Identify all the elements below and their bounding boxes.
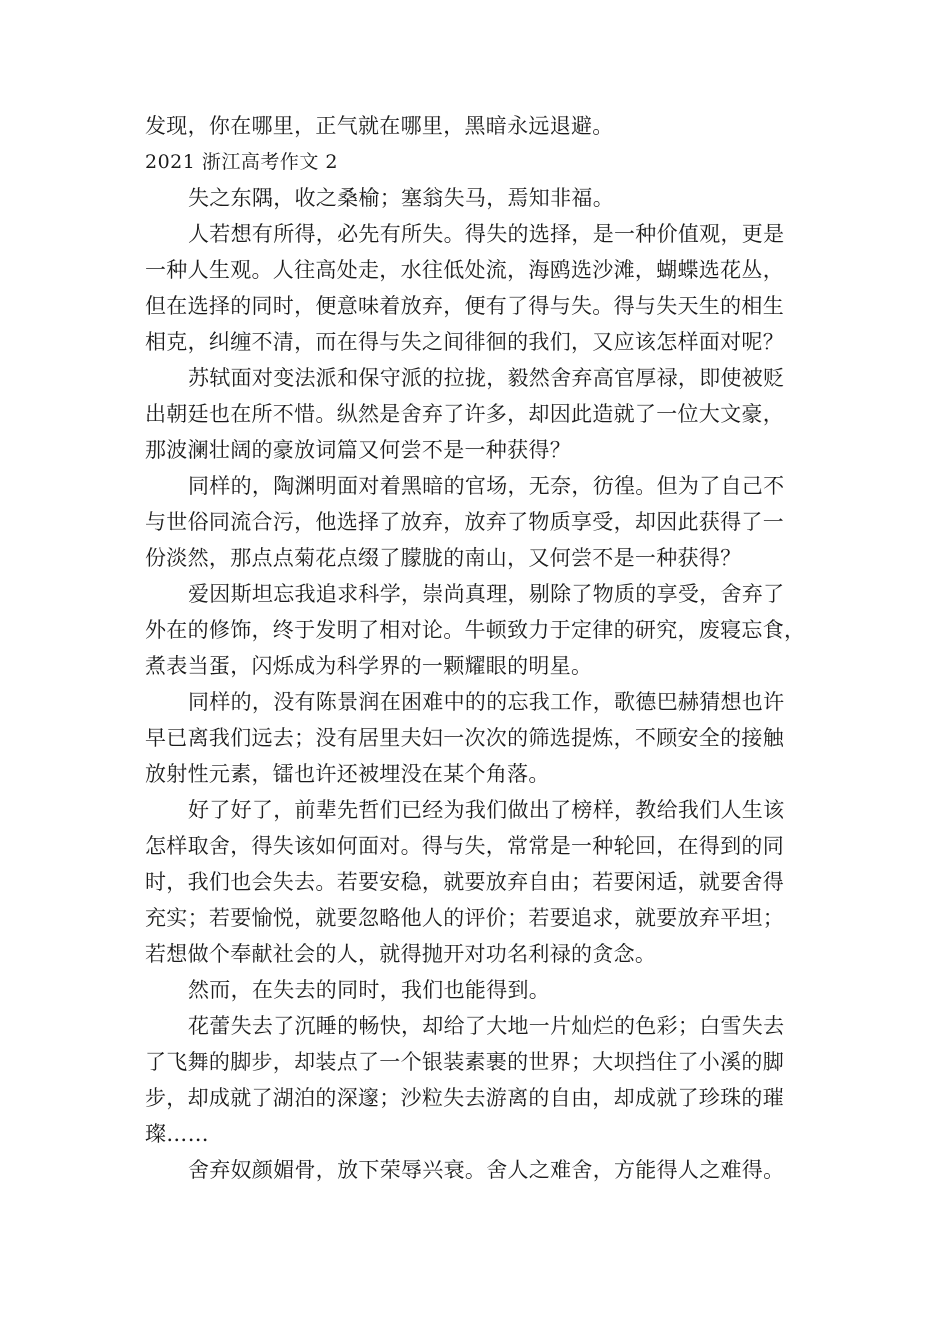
text-line: 好了好了，前辈先哲们已经为我们做出了榜样，教给我们人生该 <box>188 798 785 822</box>
text-line: 时，我们也会失去。若要安稳，就要放弃自由；若要闲适，就要舍得 <box>145 870 784 894</box>
text-line: 若想做个奉献社会的人，就得抛开对功名利禄的贪念。 <box>145 942 657 966</box>
text-line: 外在的修饰，终于发明了相对论。牛顿致力于定律的研究，废寝忘食， <box>145 618 806 642</box>
text-line: 然而，在失去的同时，我们也能得到。 <box>188 978 551 1002</box>
text-line: 舍弃奴颜媚骨，放下荣辱兴衰。舍人之难舍，方能得人之难得。 <box>188 1158 785 1182</box>
text-line: 相克，纠缠不清，而在得与失之间徘徊的我们，又应该怎样面对呢？ <box>145 330 784 354</box>
text-line: 同样的，陶渊明面对着黑暗的官场，无奈，彷徨。但为了自己不 <box>188 474 785 498</box>
text-line: 与世俗同流合污，他选择了放弃，放弃了物质享受，却因此获得了一 <box>145 510 784 534</box>
document-page <box>145 108 805 1188</box>
text-line: 份淡然，那点点菊花点缀了朦胧的南山，又何尝不是一种获得？ <box>145 546 742 570</box>
text-line: 步，却成就了湖泊的深邃；沙粒失去游离的自由，却成就了珍珠的璀 <box>145 1086 784 1110</box>
text-line: 但在选择的同时，便意味着放弃，便有了得与失。得与失天生的相生 <box>145 294 784 318</box>
text-line: 怎样取舍，得失该如何面对。得与失，常常是一种轮回，在得到的同 <box>145 834 784 858</box>
section-heading: 2021 浙江高考作文 2 <box>145 151 339 173</box>
text-line: 早已离我们远去；没有居里夫妇一次次的筛选提炼，不顾安全的接触 <box>145 726 784 750</box>
text-line: 出朝廷也在所不惜。纵然是舍弃了许多，却因此造就了一位大文豪， <box>145 402 784 426</box>
text-line: 花蕾失去了沉睡的畅快，却给了大地一片灿烂的色彩；白雪失去 <box>188 1014 785 1038</box>
text-line: 人若想有所得，必先有所失。得失的选择，是一种价值观，更是 <box>188 222 785 246</box>
text-line: 同样的，没有陈景润在困难中的的忘我工作，歌德巴赫猜想也许 <box>188 690 785 714</box>
text-line: 煮表当蛋，闪烁成为科学界的一颗耀眼的明星。 <box>145 654 593 678</box>
text-line: 爱因斯坦忘我追求科学，崇尚真理，剔除了物质的享受，舍弃了 <box>188 582 785 606</box>
text-line: 那波澜壮阔的豪放词篇又何尝不是一种获得？ <box>145 438 571 462</box>
text-line: 充实；若要愉悦，就要忽略他人的评价；若要追求，就要放弃平坦； <box>145 906 784 930</box>
text-line: 了飞舞的脚步，却装点了一个银装素裹的世界；大坝挡住了小溪的脚 <box>145 1050 784 1074</box>
text-line: 放射性元素，镭也许还被埋没在某个角落。 <box>145 762 550 786</box>
text-line: 璨…… <box>145 1122 209 1146</box>
text-line: 苏轼面对变法派和保守派的拉拢，毅然舍弃高官厚禄，即使被贬 <box>188 366 785 390</box>
text-line: 一种人生观。人往高处走，水往低处流，海鸥选沙滩，蝴蝶选花丛， <box>145 258 784 282</box>
text-line: 发现，你在哪里，正气就在哪里，黑暗永远退避。 <box>145 114 614 138</box>
text-line: 失之东隅，收之桑榆；塞翁失马，焉知非福。 <box>188 186 614 210</box>
